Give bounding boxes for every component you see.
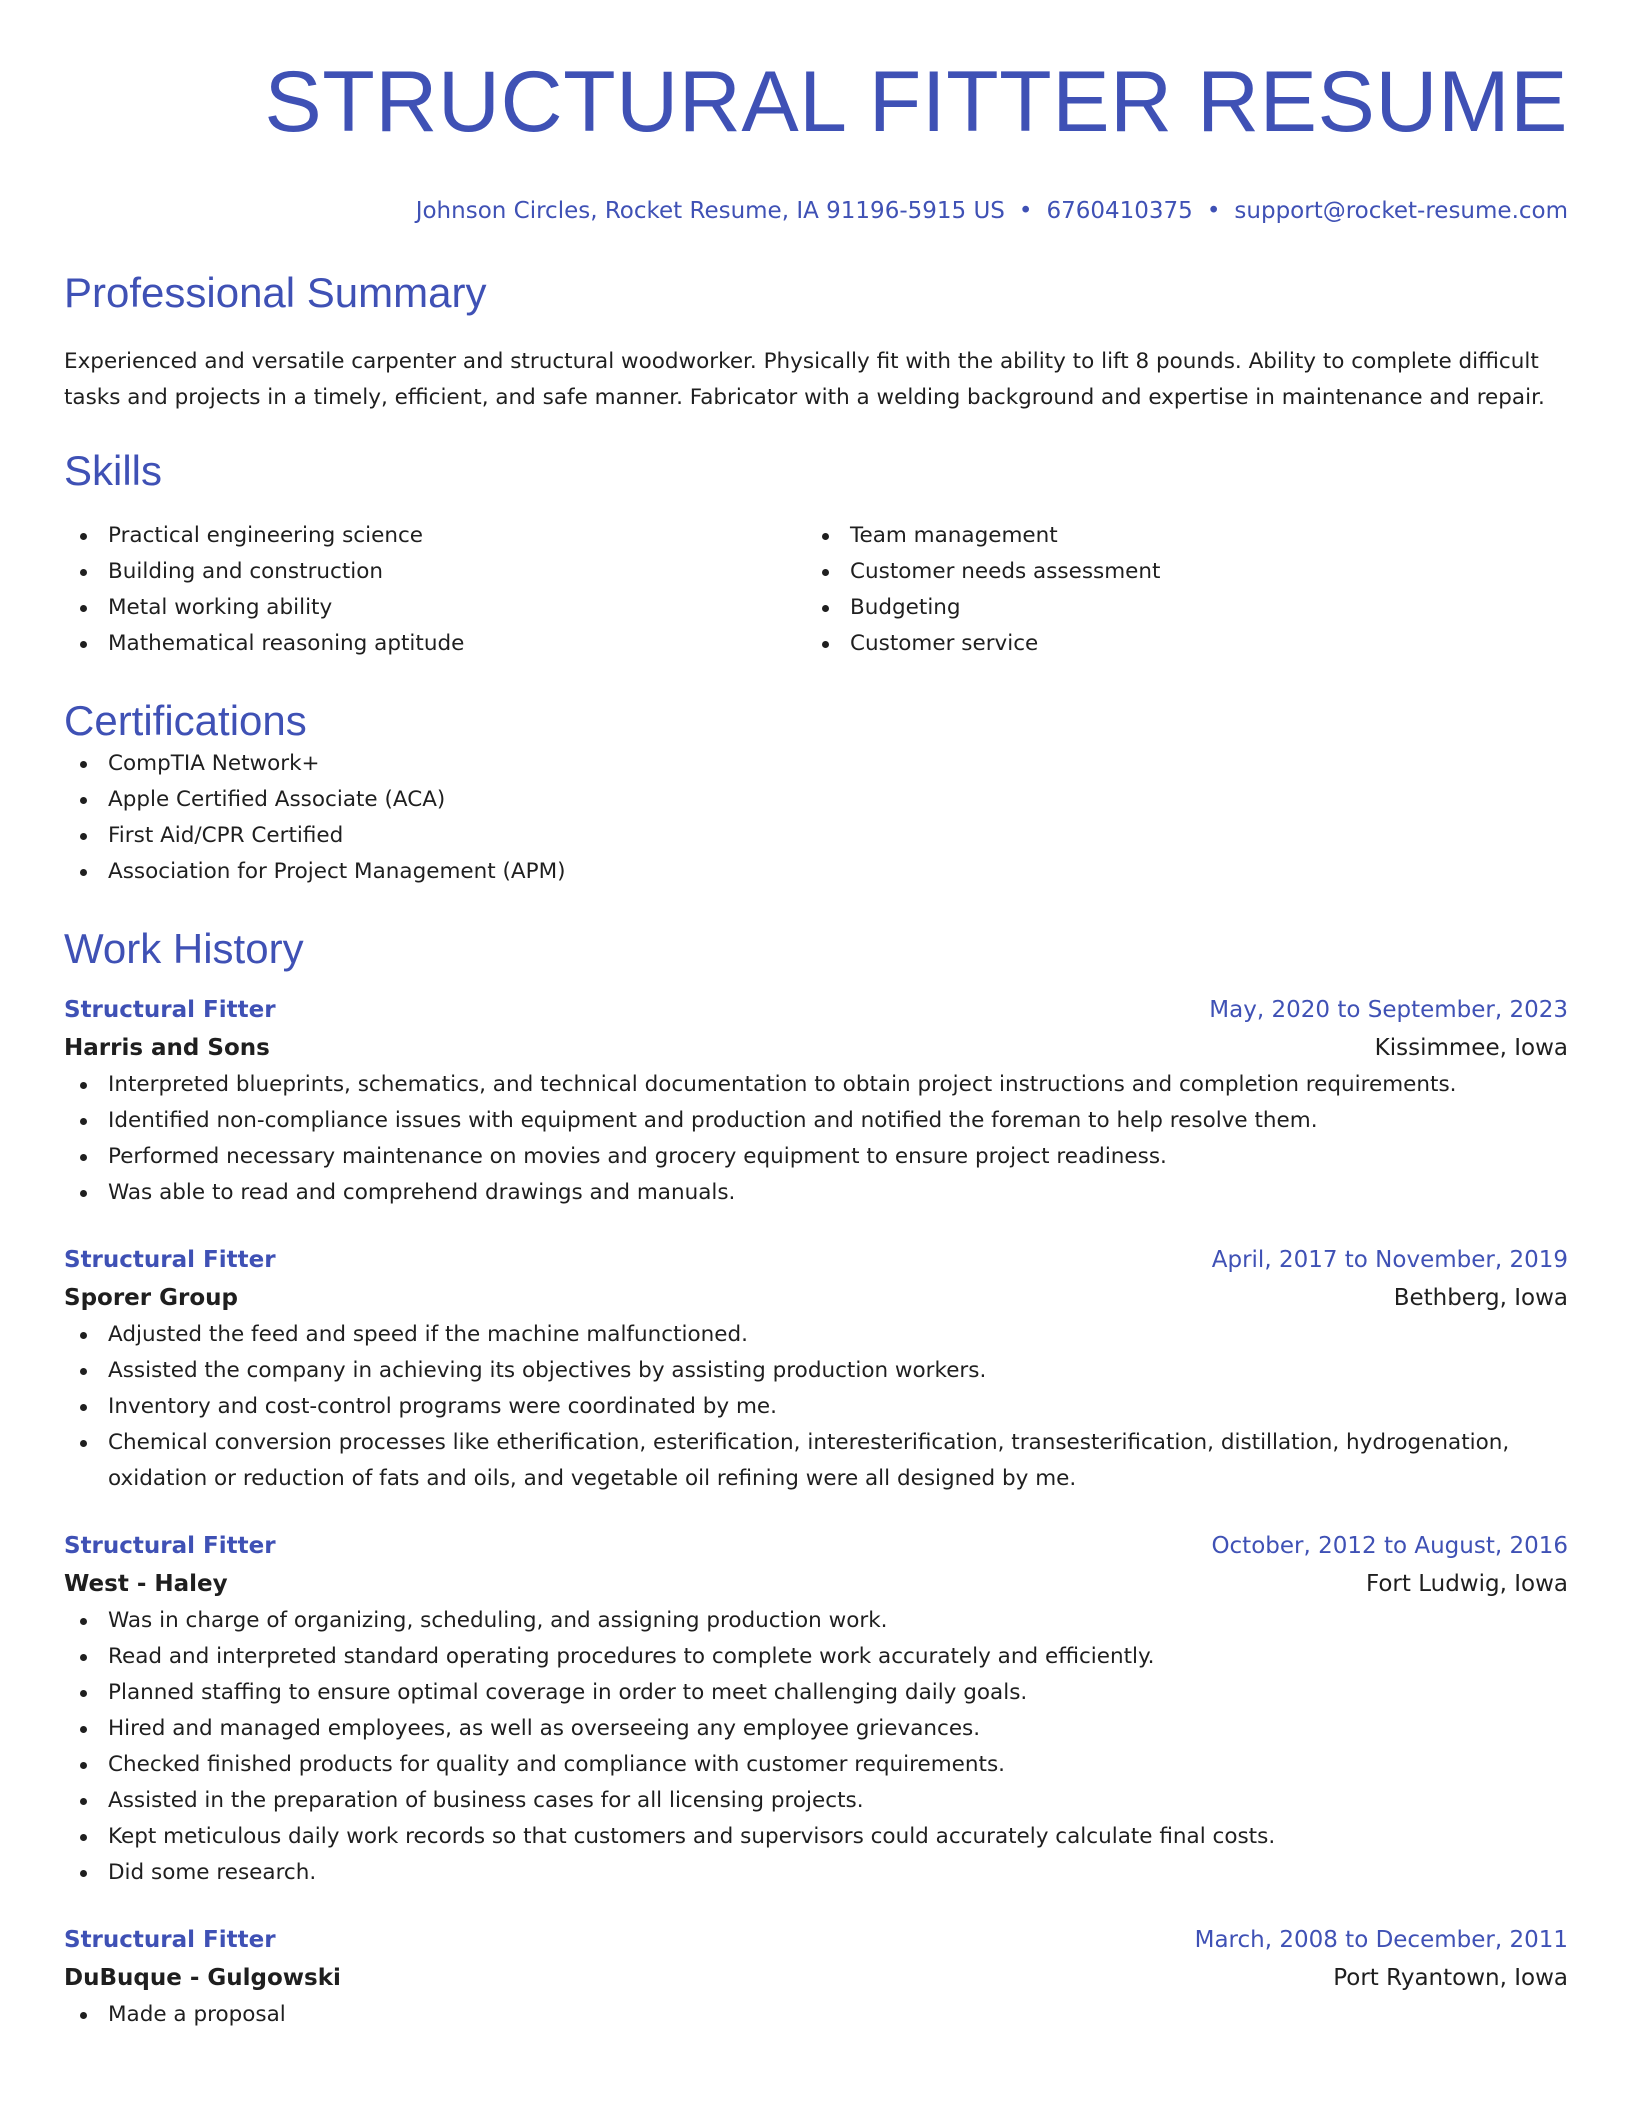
job-bullet: Hired and managed employees, as well as overseeing any employee grievances. bbox=[64, 1711, 1568, 1747]
contact-separator: • bbox=[1206, 198, 1221, 224]
certification-item: Association for Project Management (APM) bbox=[64, 854, 1568, 890]
job-entry bbox=[64, 1527, 1568, 1891]
job-dates: May, 2020 to September, 2023 bbox=[1209, 997, 1568, 1023]
contact-separator: • bbox=[1018, 198, 1033, 224]
certification-item: Apple Certified Associate (ACA) bbox=[64, 782, 1568, 818]
contact-email[interactable]: support@rocket-resume.com bbox=[1234, 198, 1568, 224]
skill-item: Customer service bbox=[806, 626, 1548, 662]
job-header-row bbox=[64, 1921, 1568, 1959]
job-bullet: Read and interpreted standard operating procedures to complete work accurately and efficiently. bbox=[64, 1639, 1568, 1675]
job-bullet: Performed necessary maintenance on movies and grocery equipment to ensure project readiness. bbox=[64, 1139, 1568, 1175]
job-company: Sporer Group bbox=[64, 1285, 238, 1311]
job-bullet: Inventory and cost-control programs were coordinated by me. bbox=[64, 1389, 1568, 1425]
job-bullet-list bbox=[64, 1067, 1568, 1211]
job-bullet-list bbox=[64, 1997, 1568, 2033]
job-bullet: Was able to read and comprehend drawings and manuals. bbox=[64, 1175, 1568, 1211]
job-company: West - Haley bbox=[64, 1571, 228, 1597]
contact-phone: 6760410375 bbox=[1046, 198, 1193, 224]
job-dates: October, 2012 to August, 2016 bbox=[1211, 1533, 1568, 1559]
job-bullet: Checked finished products for quality and compliance with customer requirements. bbox=[64, 1747, 1568, 1783]
certification-item: CompTIA Network+ bbox=[64, 746, 1568, 782]
job-dates: March, 2008 to December, 2011 bbox=[1194, 1927, 1568, 1953]
job-location: Fort Ludwig, Iowa bbox=[1365, 1571, 1568, 1597]
contact-address: Johnson Circles, Rocket Resume, IA 91196-5915 US bbox=[415, 198, 1005, 224]
skill-item: Budgeting bbox=[806, 590, 1548, 626]
job-company: DuBuque - Gulgowski bbox=[64, 1965, 341, 1991]
job-bullet: Was in charge of organizing, scheduling, and assigning production work. bbox=[64, 1603, 1568, 1639]
skills-list-right bbox=[806, 518, 1548, 662]
job-company-row bbox=[64, 1959, 1568, 1997]
job-header-row bbox=[64, 991, 1568, 1029]
skill-item: Practical engineering science bbox=[64, 518, 806, 554]
contact-line bbox=[64, 196, 1568, 226]
job-entry bbox=[64, 1241, 1568, 1497]
skills-list-left bbox=[64, 518, 806, 662]
certifications-list bbox=[64, 746, 1568, 890]
skill-item: Team management bbox=[806, 518, 1548, 554]
job-bullet: Chemical conversion processes like etherification, esterification, interesterification, transesterification, distillation, hydrogenation, oxidation or reduction of fats and oils, and vegetable oil refining were all designed by me. bbox=[64, 1425, 1568, 1497]
work-history-heading: Work History bbox=[64, 925, 304, 972]
job-bullet: Assisted in the preparation of business cases for all licensing projects. bbox=[64, 1783, 1568, 1819]
resume-title: STRUCTURAL FITTER RESUME bbox=[264, 54, 1568, 150]
job-bullet: Identified non-compliance issues with equipment and production and notified the foreman to help resolve them. bbox=[64, 1103, 1568, 1139]
job-dates: April, 2017 to November, 2019 bbox=[1211, 1247, 1568, 1273]
summary-heading: Professional Summary bbox=[64, 269, 487, 316]
job-header-row bbox=[64, 1241, 1568, 1279]
job-bullet: Kept meticulous daily work records so that customers and supervisors could accurately calculate final costs. bbox=[64, 1819, 1568, 1855]
skills-grid bbox=[64, 518, 1568, 662]
skill-item: Building and construction bbox=[64, 554, 806, 590]
job-company-row bbox=[64, 1279, 1568, 1317]
skill-item: Mathematical reasoning aptitude bbox=[64, 626, 806, 662]
job-bullet: Assisted the company in achieving its objectives by assisting production workers. bbox=[64, 1353, 1568, 1389]
job-bullet: Did some research. bbox=[64, 1855, 1568, 1891]
skills-heading: Skills bbox=[64, 447, 163, 494]
skill-item: Metal working ability bbox=[64, 590, 806, 626]
summary-text: Experienced and versatile carpenter and structural woodworker. Physically fit with the ability to lift 8 pounds. Ability to complete difficult tasks and projects in a timely, efficient, and safe manner. Fabricator with a welding background and expertise in maintenance and repair. bbox=[64, 349, 1545, 410]
job-title: Structural Fitter bbox=[64, 997, 276, 1023]
job-company-row bbox=[64, 1029, 1568, 1067]
resume-page bbox=[64, 0, 1568, 2033]
certification-item: First Aid/CPR Certified bbox=[64, 818, 1568, 854]
job-bullet: Interpreted blueprints, schematics, and technical documentation to obtain project instructions and completion requirements. bbox=[64, 1067, 1568, 1103]
job-title: Structural Fitter bbox=[64, 1247, 276, 1273]
job-location: Port Ryantown, Iowa bbox=[1333, 1965, 1568, 1991]
job-company-row bbox=[64, 1565, 1568, 1603]
job-company: Harris and Sons bbox=[64, 1035, 270, 1061]
job-header-row bbox=[64, 1527, 1568, 1565]
job-bullet-list bbox=[64, 1603, 1568, 1891]
job-bullet: Planned staffing to ensure optimal coverage in order to meet challenging daily goals. bbox=[64, 1675, 1568, 1711]
job-bullet: Made a proposal bbox=[64, 1997, 1568, 2033]
job-title: Structural Fitter bbox=[64, 1927, 276, 1953]
skill-item: Customer needs assessment bbox=[806, 554, 1548, 590]
job-entry bbox=[64, 991, 1568, 1211]
job-entry bbox=[64, 1921, 1568, 2033]
job-location: Bethberg, Iowa bbox=[1393, 1285, 1568, 1311]
job-bullet: Adjusted the feed and speed if the machine malfunctioned. bbox=[64, 1317, 1568, 1353]
certifications-heading: Certifications bbox=[64, 697, 307, 744]
job-title: Structural Fitter bbox=[64, 1533, 276, 1559]
job-bullet-list bbox=[64, 1317, 1568, 1497]
job-location: Kissimmee, Iowa bbox=[1374, 1035, 1568, 1061]
